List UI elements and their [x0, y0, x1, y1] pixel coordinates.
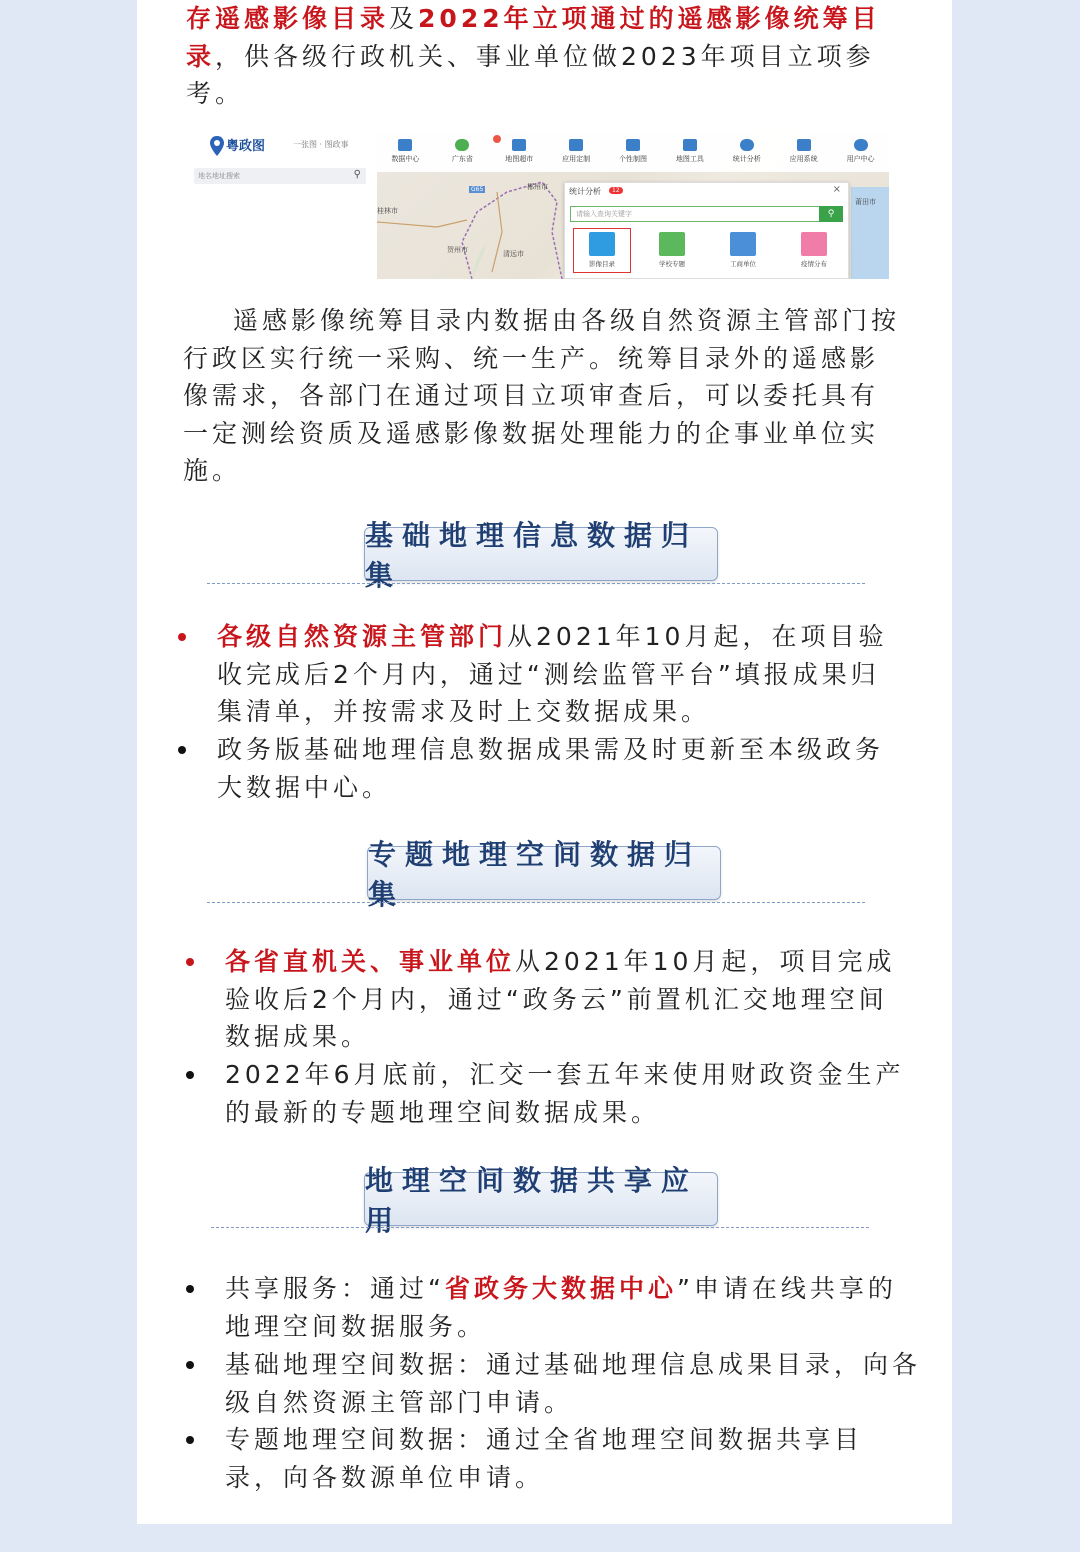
popup-count-badge: 12 [609, 187, 623, 194]
toolbar-item-personal-map[interactable] [605, 132, 662, 172]
map-pin-logo-icon [208, 135, 226, 157]
body-paragraph [183, 302, 903, 490]
virus-icon [801, 232, 827, 256]
list-item-red: 各级自然资源主管部门 [217, 622, 508, 651]
intro-mid: 及 [389, 4, 419, 33]
list-item [225, 1056, 915, 1131]
app-logo-subtitle: 一张图 · 图政事 [293, 140, 349, 149]
list-item [217, 618, 907, 731]
map-label: G65 [471, 186, 484, 193]
list-item-text: 基础地理空间数据：通过基础地理信息成果目录，向各级自然资源主管部门申请。 [225, 1350, 922, 1417]
list-item [225, 1346, 925, 1421]
section-divider [211, 1227, 869, 1228]
section-divider [207, 583, 865, 584]
map-label: 莆田市 [855, 198, 876, 206]
bullet-dot [186, 1436, 194, 1444]
search-icon[interactable]: ⚲ [819, 206, 843, 222]
section-title: 基础地理信息数据归集 [365, 519, 699, 592]
list-item-text: 从2021年10月起，在项目验收完成后2个月内，通过“测绘监管平台”填报成果归集清单，并按需求及时上交数据成果。 [217, 622, 888, 726]
monitor-icon [797, 139, 811, 151]
map-view[interactable] [377, 132, 889, 279]
tile-school[interactable] [652, 232, 692, 268]
map-label: 桂林市 [377, 207, 398, 215]
bullet-dot [186, 958, 194, 966]
list-item-text: 专题地理空间数据：通过全省地理空间数据共享目录，向各数源单位申请。 [225, 1425, 864, 1492]
search-icon[interactable]: ⚲ [353, 169, 361, 180]
intro-red-1: 存遥感影像目录 [186, 4, 390, 33]
bullet-dot [186, 1361, 194, 1369]
cart-icon [512, 139, 526, 151]
toolbar-label: 用户中心 [846, 155, 875, 163]
statistics-popup [564, 182, 849, 279]
section-heading-sharing [364, 1164, 718, 1237]
list-item-text: 从2021年10月起，项目完成验收后2个月内，通过“政务云”前置机汇交地理空间数据成果。 [225, 947, 896, 1051]
notification-badge [493, 135, 501, 143]
close-icon[interactable]: × [832, 184, 841, 195]
app-screenshot [186, 132, 889, 279]
place-search-input[interactable] [194, 168, 366, 184]
toolbar-label: 应用定制 [562, 155, 591, 163]
database-icon [398, 139, 412, 151]
popup-search-placeholder: 请输入查询关键字 [576, 210, 632, 218]
intro-rest: ，供各级行政机关、事业单位做2023年项目立项参考。 [186, 41, 875, 108]
bullet-dot [186, 1071, 194, 1079]
tile-label: 影像目录 [589, 260, 615, 268]
popup-title: 统计分析 [569, 187, 601, 196]
section-heading-thematic-geo [367, 838, 721, 911]
user-icon [854, 139, 868, 151]
section-title: 专题地理空间数据归集 [368, 838, 702, 911]
toolbar-label: 应用系统 [789, 155, 818, 163]
bullet-dot [186, 1285, 194, 1293]
map-toolbar [377, 132, 889, 172]
tile-label: 学校专题 [659, 260, 685, 268]
tile-label: 疫情分布 [801, 260, 827, 268]
list-item [225, 943, 915, 1056]
intro-red-2: 2022年立项通过的遥感影像统筹目录 [186, 4, 881, 71]
toolbar-label: 统计分析 [732, 155, 761, 163]
screenshot-sidebar [186, 132, 377, 279]
book-icon [626, 139, 640, 151]
toolbar-item-user-center[interactable] [832, 132, 889, 172]
tile-selection-highlight [573, 228, 631, 273]
toolbar-label: 个性制图 [619, 155, 647, 163]
grid-icon [569, 139, 583, 151]
list-item [225, 1270, 915, 1345]
map-label: 郴州市 [527, 183, 548, 191]
toolbar-label: 地图工具 [675, 155, 704, 163]
tile-business[interactable] [723, 232, 763, 268]
list-item-red: 各省直机关、事业单位 [225, 947, 516, 976]
tile-imagery-catalog[interactable] [582, 232, 622, 268]
toolbar-label: 地图超市 [505, 155, 534, 163]
bullet-dot [178, 633, 186, 641]
map-label: 清远市 [503, 250, 524, 258]
building-icon [730, 232, 756, 256]
app-logo-text: 粤政图 [226, 139, 266, 154]
toolbar-label: 数据中心 [391, 155, 420, 163]
section-divider [207, 902, 865, 903]
list-item-post: ”申请在线共享的地理空间数据服务。 [225, 1274, 897, 1341]
list-item-text: 2022年6月底前，汇交一套五年来使用财政资金生产的最新的专题地理空间数据成果。 [225, 1060, 905, 1127]
toolbar-label: 广东省 [451, 155, 473, 163]
toolbar-item-statistics[interactable] [718, 132, 775, 172]
map-label: 贺州市 [447, 246, 468, 254]
list-item [225, 1421, 915, 1496]
bullet-dot [178, 746, 186, 754]
list-item-text: 政务版基础地理信息数据成果需及时更新至本级政务大数据中心。 [217, 735, 885, 802]
toolbar-item-province[interactable] [434, 132, 491, 172]
toolbar-item-app-system[interactable] [775, 132, 832, 172]
list-item-pre: 共享服务：通过“ [225, 1274, 445, 1303]
toolbar-item-app-custom[interactable] [548, 132, 605, 172]
popup-search-input[interactable] [570, 206, 820, 222]
place-search-placeholder: 地名地址搜索 [198, 172, 240, 180]
section-heading-basic-geo [364, 519, 718, 592]
tile-epidemic[interactable] [794, 232, 834, 268]
section-title: 地理空间数据共享应用 [365, 1164, 699, 1237]
list-item [217, 731, 907, 806]
list-item-red: 省政务大数据中心 [444, 1274, 677, 1303]
pie-chart-icon [740, 139, 754, 151]
body-paragraph-text: 遥感影像统筹目录内数据由各级自然资源主管部门按行政区实行统一采购、统一生产。统筹目录外的遥感影像需求，各部门在通过项目立项审查后，可以委托具有一定测绘资质及遥感影像数据处理能力的企事业单位实施。 [183, 306, 901, 485]
toolbox-icon [683, 139, 697, 151]
tile-label: 工商单位 [730, 260, 756, 268]
toolbar-item-data-center[interactable] [377, 132, 434, 172]
intro-paragraph [186, 0, 906, 113]
toolbar-item-map-tools[interactable] [661, 132, 718, 172]
province-icon [455, 139, 469, 151]
graduation-cap-icon [659, 232, 685, 256]
